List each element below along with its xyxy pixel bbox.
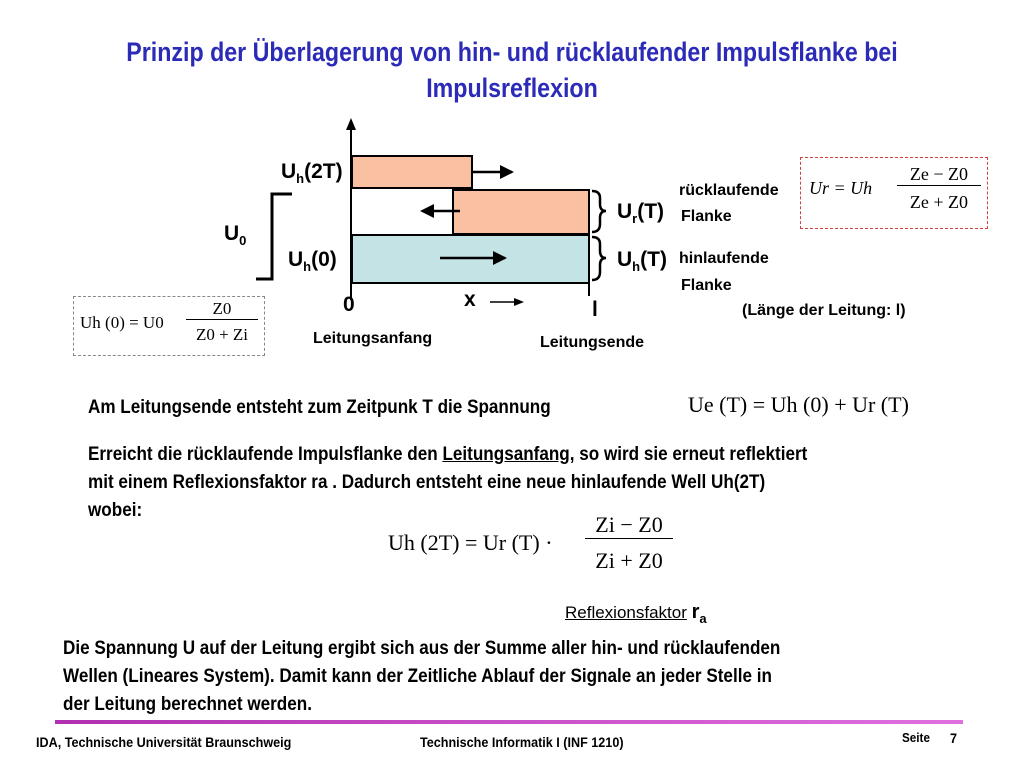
label-leitungsanfang: Leitungsanfang [313, 330, 433, 347]
u0-bracket [256, 194, 292, 279]
paragraph-3-line-3: der Leitung berechnet werden. [63, 694, 312, 715]
formula-uh0-den: Z0 + Zi [195, 325, 249, 344]
paragraph-2-line-1: Erreicht die rücklaufende Impulsflanke den Leitungsanfang, so wird sie erneut reflektiert [88, 444, 808, 465]
paragraph-1: Am Leitungsende entsteht zum Zeitpunk T die Spannung [88, 397, 551, 418]
formula-uh2t-num: Zi − Z0 [585, 512, 673, 539]
label-x: x [464, 288, 476, 311]
footer-center: Technische Informatik I (INF 1210) [420, 734, 624, 750]
formula-uh2t-den: Zi + Z0 [595, 548, 663, 573]
brace-uh [592, 237, 606, 280]
rect-uh2t [352, 156, 472, 188]
label-laenge: (Länge der Leitung: l) [742, 302, 906, 319]
formula-ur-box [800, 157, 988, 229]
paragraph-2-line-3: wobei: [88, 500, 143, 521]
footer-divider [55, 720, 963, 724]
label-u0: $U_0$ [224, 222, 247, 249]
formula-uh0-num: Z0 [186, 299, 258, 320]
rect-ur [453, 190, 589, 234]
paragraph-3-line-1: Die Spannung U auf der Leitung ergibt sich aus der Summe aller hin- und rücklaufenden [63, 638, 781, 659]
paragraph-2-line-2: mit einem Reflexionsfaktor ra . Dadurch entsteht eine neue hinlaufende Well Uh(2T) [88, 472, 766, 493]
arrow-uh2t-head [500, 165, 514, 179]
label-uh-t: $U_h(T)$ [617, 248, 667, 275]
label-ur-t: $U_r(T)$ [617, 200, 665, 227]
label-uh0: $U_h(0)$ [288, 248, 337, 275]
label-flanke-r: Flanke [681, 208, 732, 225]
label-flanke-h: Flanke [681, 277, 732, 294]
label-zero: 0 [343, 293, 355, 316]
footer-seite: Seite [902, 730, 930, 745]
y-axis-arrow-head [346, 118, 356, 130]
formula-ue: Ue (T) = Uh (0) + Ur (T) [688, 392, 909, 417]
formula-uh0-box [73, 296, 265, 356]
formula-uh2t-lhs: Uh (2T) = Ur (T) · [388, 530, 553, 555]
formula-ur-den: Ze + Z0 [909, 192, 969, 212]
page-title: Prinzip der Überlagerung von hin- und rücklaufender Impulsflanke bei Impulsreflexion [126, 37, 898, 103]
label-hinlaufende: hinlaufende [679, 250, 769, 267]
label-leitungsende: Leitungsende [540, 334, 645, 351]
footer-left: IDA, Technische Universität Braunschweig [36, 734, 292, 750]
label-reflexionsfaktor: Reflexionsfaktor $r_a$ [565, 601, 707, 626]
formula-ur-lhs: Ur = Uh [809, 178, 873, 198]
arrow-ur-head [420, 204, 434, 218]
brace-ur [592, 191, 606, 232]
x-arrow-head [514, 298, 524, 306]
paragraph-3-line-2: Wellen (Lineares System). Damit kann der Zeitliche Ablauf der Signale an jeder Stelle in [63, 666, 772, 687]
label-l: l [592, 298, 598, 321]
footer-page-number: 7 [950, 730, 958, 746]
formula-uh0-lhs: Uh (0) = U0 [80, 313, 164, 332]
label-uh2t: $U_h(2T)$ [281, 160, 343, 187]
label-ruecklaufende: rücklaufende [679, 182, 779, 199]
formula-ur-num: Ze − Z0 [897, 164, 981, 186]
link-leitungsanfang: Leitungsanfang [442, 444, 570, 465]
